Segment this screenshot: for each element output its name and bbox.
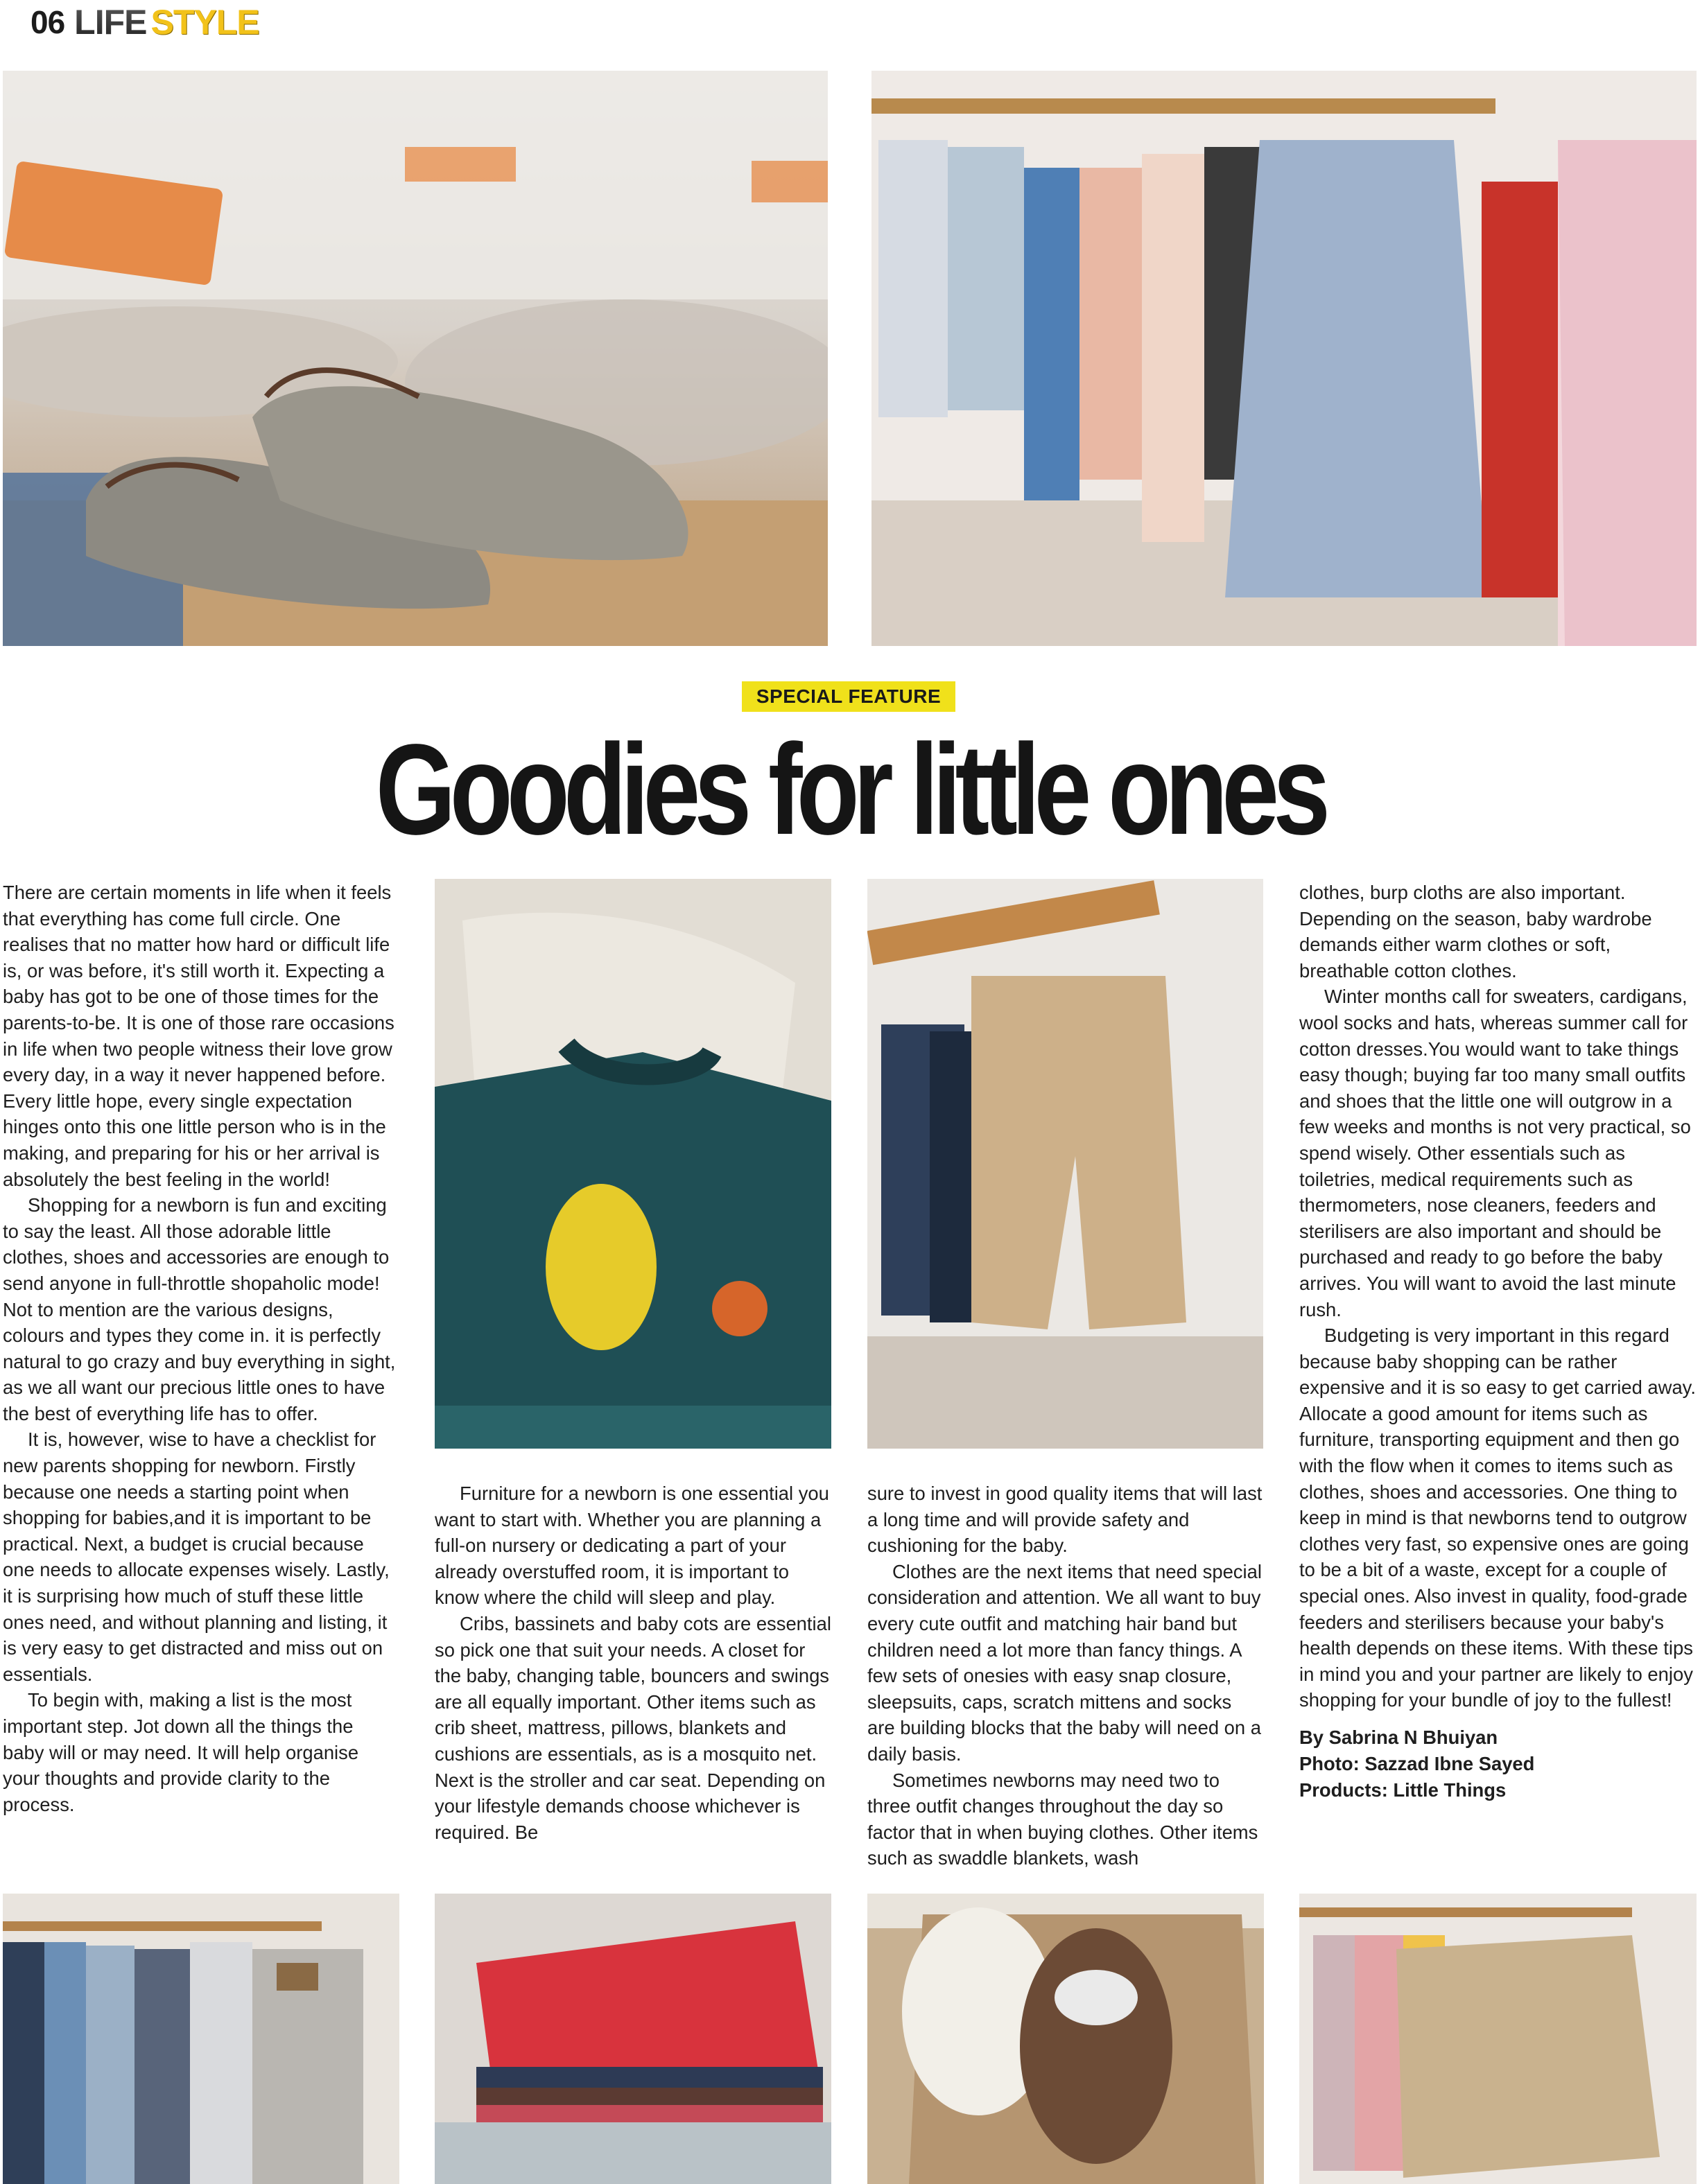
photo-khaki-shorts <box>867 879 1263 1449</box>
article-column-2 <box>435 1480 831 1845</box>
credits <box>1299 1724 1696 1803</box>
paragraph: Winter months call for sweaters, cardigans, wool socks and hats, whereas summer call for cotton dresses.You would want to take things easy though; buying far too many small outfits and shoes that the little one will outgrow in a few weeks and months is not very practical, so spend wisely. Other essentials such as toiletries, medical requirements such as thermometers, nose cleaners, feeders and sterilisers are also important and should be purchased and ready to go before the baby arrives. You will want to avoid the last minute rush. <box>1299 986 1691 1320</box>
section-word-style: STYLE <box>150 3 259 42</box>
section-name <box>74 2 259 42</box>
article-column-1 <box>3 880 398 1817</box>
photo-stacked-shorts <box>435 1894 831 2184</box>
paragraph: clothes, burp cloths are also important. Depending on the season, baby wardrobe demands either warm clothes or soft, breathable cotton clothes. <box>1299 882 1652 981</box>
photo-baby-shoes <box>3 71 828 646</box>
paragraph: To begin with, making a list is the most important step. Jot down all the things the baby will or may need. It will help organise your thoughts and provide clarity to the process. <box>3 1689 359 1815</box>
section-word-life: LIFE <box>74 3 147 42</box>
article-column-3 <box>867 1480 1264 1871</box>
paragraph: sure to invest in good quality items that will last a long time and will provide safety and cushioning for the baby. <box>867 1483 1263 1557</box>
paragraph: There are certain moments in life when it feels that everything has come full circle. One realises that no matter how hard or difficult life is, or was before, it's still worth it. Expecting a baby has got to be one of those times for the parents-to-be. It is one of those rare occasions in life when two people witness their love grow every day, in a way it never happened before. Every little hope, every single expectation hinges onto this one little person who is in the making, and preparing for his or her arrival is absolutely the best feeling in the world! <box>3 882 394 1190</box>
photo-shirts-rack <box>3 1894 399 2184</box>
kicker-special-feature: SPECIAL FEATURE <box>742 681 955 712</box>
paragraph: It is, however, wise to have a checklist for new parents shopping for newborn. Firstly because one needs a starting point when shopping for babies,and it is important to be practical. Next, a budget is crucial because one needs to allocate expenses wisely. Lastly, it is surprising how much of stuff these little ones need, and without planning and listing, it is very easy to get distracted and miss out on essentials. <box>3 1429 390 1685</box>
paragraph: Budgeting is very important in this regard because baby shopping can be rather expensive and it is so easy to get carried away. Allocate a good amount for items such as furniture, transporting equipment and then go with the flow when it comes to items such as clothes, shoes and accessories. One thing to keep in mind is that newborns tend to outgrow clothes very fast, so expensive ones are going to be a bit of a waste, except for a couple of special ones. Also invest in quality, food-grade feeders and sterilisers because your baby's health depends on these items. With these tips in mind you and your partner are likely to enjoy shopping for your bundle of joy to the fullest! <box>1299 1325 1696 1711</box>
article-column-4 <box>1299 880 1696 1803</box>
products-credit: Products: Little Things <box>1299 1779 1507 1801</box>
photo-credit: Photo: Sazzad Ibne Sayed <box>1299 1753 1535 1774</box>
byline: By Sabrina N Bhuiyan <box>1299 1727 1498 1748</box>
paragraph: Sometimes newborns may need two to three outfit changes throughout the day so factor that in when buying clothes. Other items such as swaddle blankets, wash <box>867 1769 1258 1869</box>
page-header <box>31 1 259 43</box>
headline: Goodies for little ones <box>375 718 1325 862</box>
paragraph: Shopping for a newborn is fun and exciting to say the least. All those adorable little clothes, shoes and accessories are enough to send anyone in full-throttle shopaholic mode! Not to mention are the various designs, colours and types they come in. it is perfectly natural to go crazy and buy everything in sight, as we all want our precious little ones to have the best of everything life has to offer. <box>3 1194 396 1424</box>
paragraph: Cribs, bassinets and baby cots are essential so pick one that suit your needs. A closet for the baby, changing table, bouncers and swings are all equally important. Other items such as crib sheet, mattress, pillows, blankets and cushions are essentials, as is a mosquito net. Next is the stroller and car seat. Depending on your lifestyle demands choose whichever is required. Be <box>435 1612 831 1843</box>
photo-plush-toys <box>867 1894 1264 2184</box>
photo-clothes-rack <box>871 71 1697 646</box>
paragraph: Furniture for a newborn is one essential you want to start with. Whether you are planning a full-on nursery or dedicating a part of your already overstuffed room, it is important to know where the child will sleep and play. <box>435 1483 829 1609</box>
photo-dinosaur-tshirt <box>435 879 831 1449</box>
paragraph: Clothes are the next items that need special consideration and attention. We all want to buy every cute outfit and matching hair band but children need a lot more than fancy things. A few sets of onesies with easy snap closure, sleepsuits, caps, scratch mittens and socks are building blocks that the baby will need on a daily basis. <box>867 1560 1262 1765</box>
photo-beige-shorts <box>1299 1894 1697 2184</box>
page-number: 06 <box>31 4 65 40</box>
